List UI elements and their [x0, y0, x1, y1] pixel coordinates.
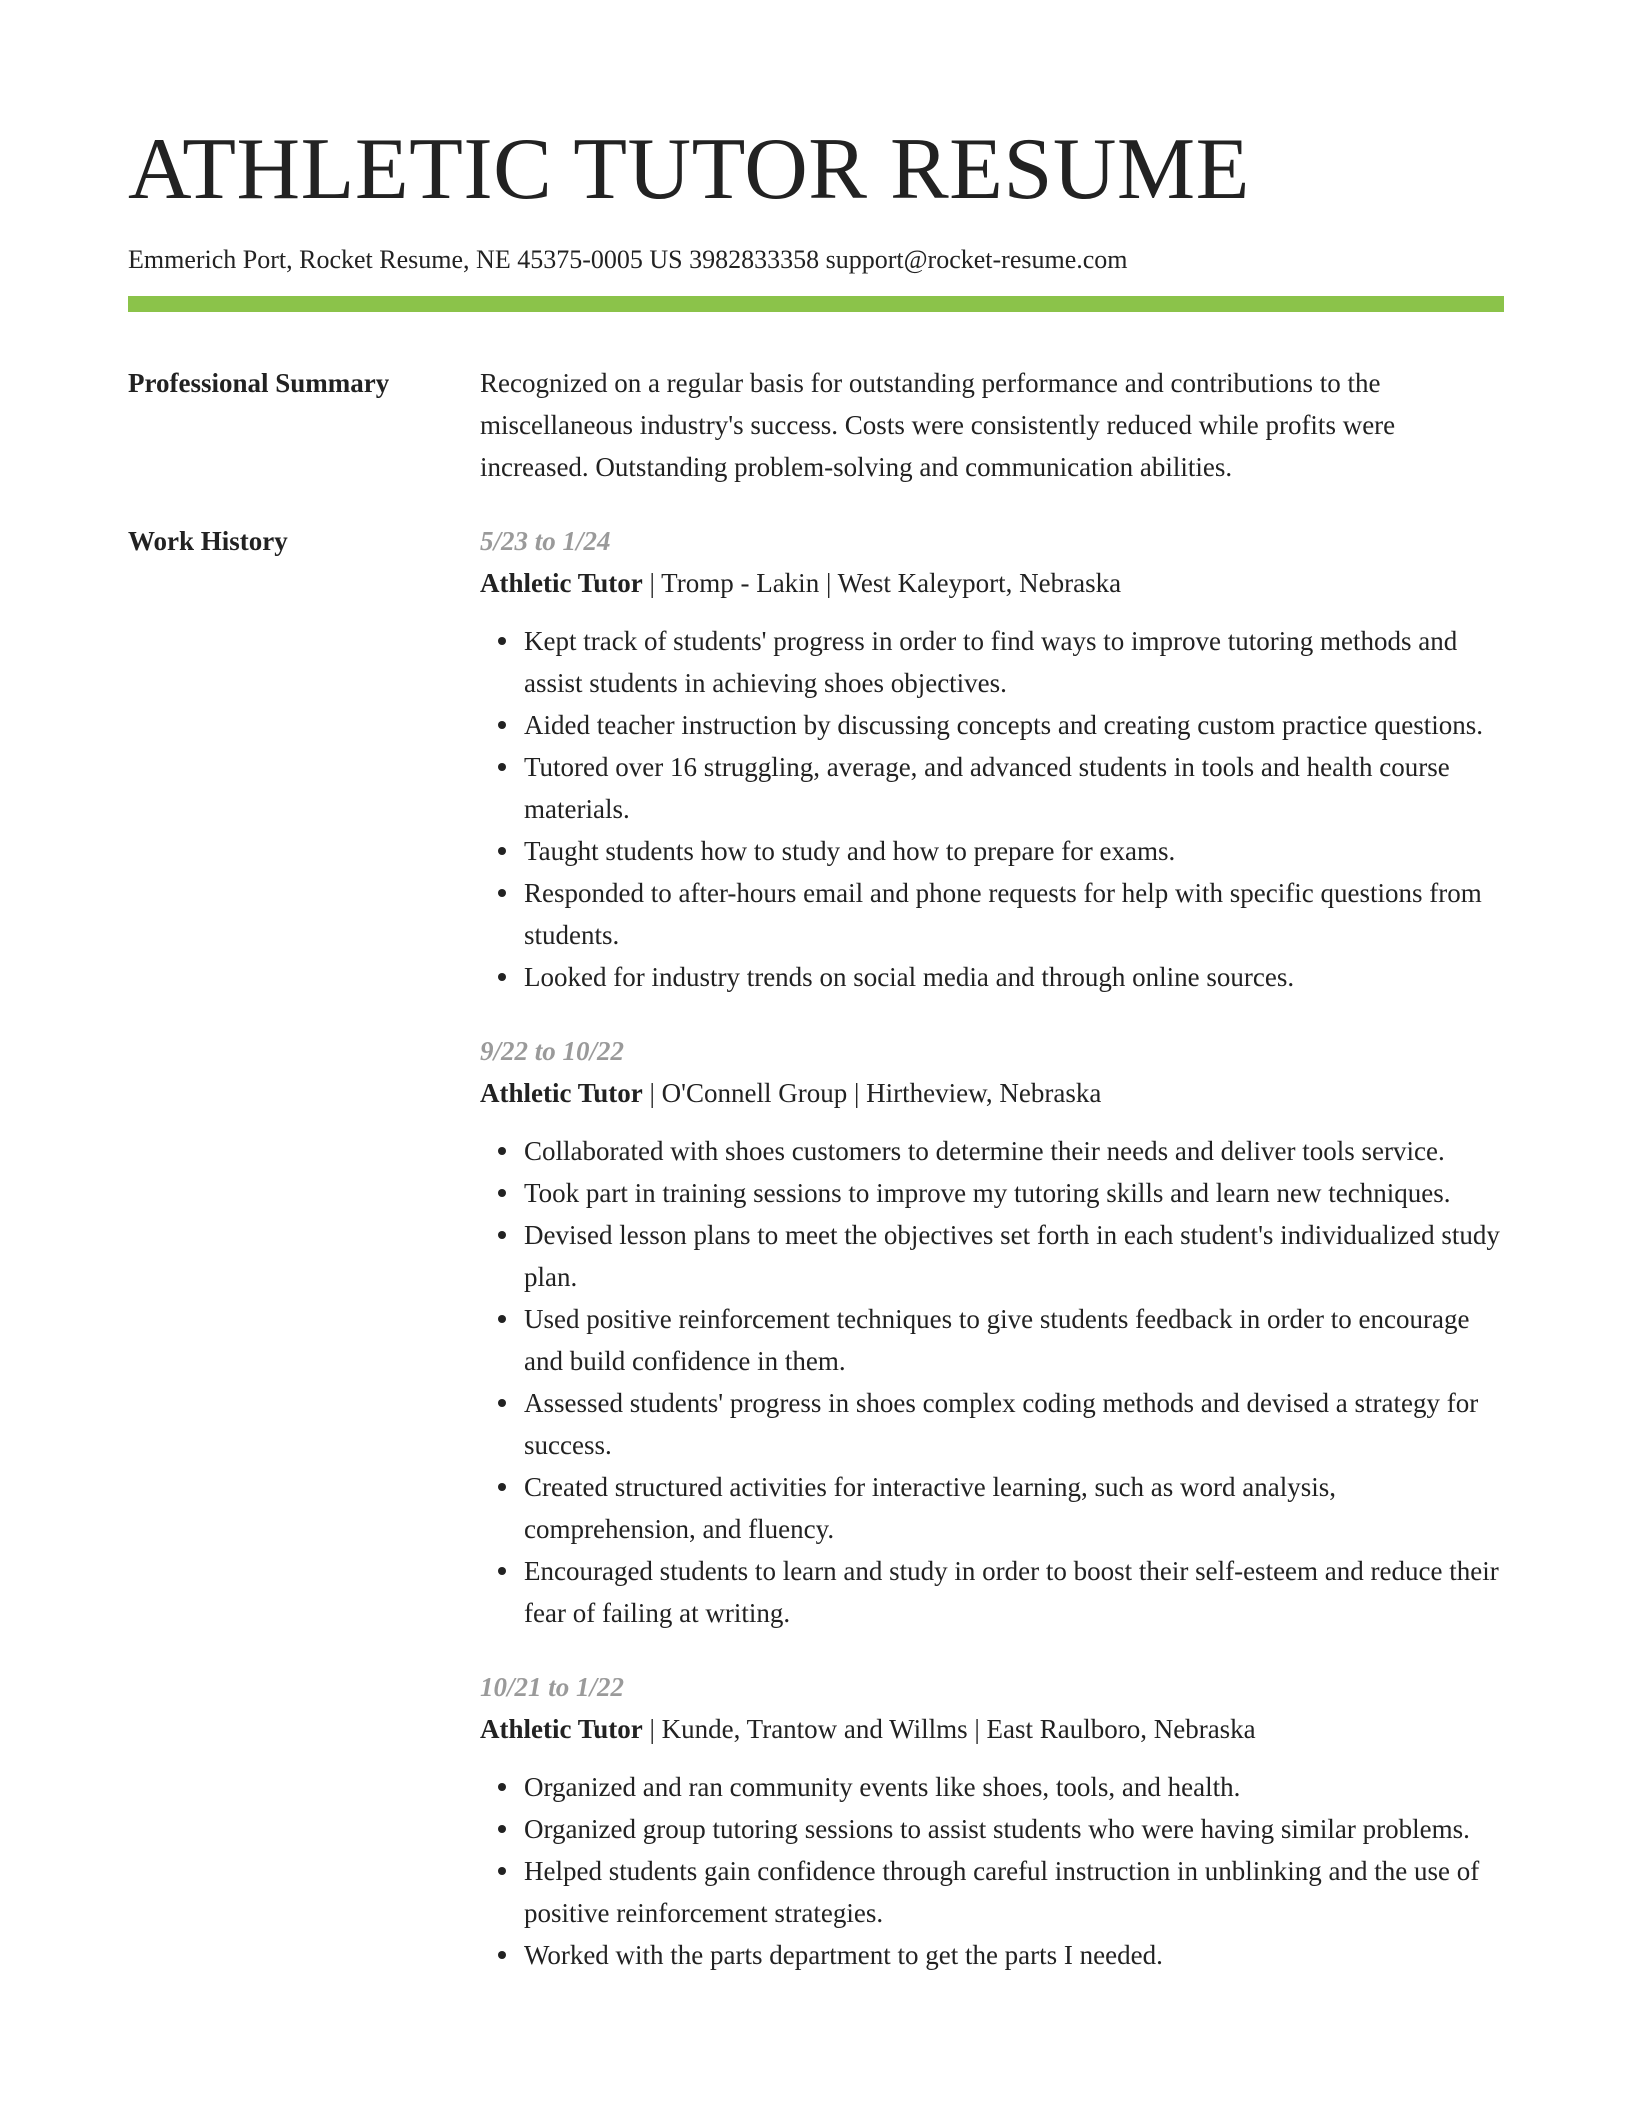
- work-history-body: [480, 520, 1504, 2008]
- contact-info: Emmerich Port, Rocket Resume, NE 45375-0005 US 3982833358 support@rocket-resume.com: [128, 245, 1128, 274]
- job-bullets: [480, 1130, 1504, 1634]
- job-bullet: Worked with the parts department to get the parts I needed.: [524, 1934, 1504, 1976]
- job-bullets: [480, 1766, 1504, 1976]
- job-header: [480, 562, 1504, 604]
- summary-text: Recognized on a regular basis for outstanding performance and contributions to the miscellaneous industry's success. Costs were consistently reduced while profits were increased. Outstanding problem-solving and communication abilities.: [480, 368, 1396, 482]
- resume-page: [128, 0, 1504, 2008]
- section-label-work-history: Work History: [128, 526, 288, 556]
- job-bullet: Organized group tutoring sessions to assist students who were having similar problems.: [524, 1808, 1504, 1850]
- job-bullet: Used positive reinforcement techniques to give students feedback in order to encourage and build confidence in them.: [524, 1298, 1504, 1382]
- summary-body: [480, 362, 1504, 488]
- job-title: Athletic Tutor: [480, 568, 643, 598]
- job-bullet: Assessed students' progress in shoes complex coding methods and devised a strategy for success.: [524, 1382, 1504, 1466]
- job-bullet: Helped students gain confidence through careful instruction in unblinking and the use of positive reinforcement strategies.: [524, 1850, 1504, 1934]
- job-bullet: Tutored over 16 struggling, average, and advanced students in tools and health course materials.: [524, 746, 1504, 830]
- job-bullet: Aided teacher instruction by discussing concepts and creating custom practice questions.: [524, 704, 1504, 746]
- job-bullet: Encouraged students to learn and study in order to boost their self-esteem and reduce their fear of failing at writing.: [524, 1550, 1504, 1634]
- job-bullet: Responded to after-hours email and phone requests for help with specific questions from students.: [524, 872, 1504, 956]
- job-dates: 10/21 to 1/22: [480, 1672, 625, 1702]
- professional-summary-section: [128, 362, 1504, 488]
- job-entry: [480, 1666, 1504, 1976]
- job-details: | O'Connell Group | Hirtheview, Nebraska: [642, 1078, 1102, 1108]
- job-title: Athletic Tutor: [480, 1714, 643, 1744]
- job-bullet: Created structured activities for interactive learning, such as word analysis, comprehension, and fluency.: [524, 1466, 1504, 1550]
- job-entry: [480, 1030, 1504, 1634]
- job-header: [480, 1708, 1504, 1750]
- job-bullet: Devised lesson plans to meet the objectives set forth in each student's individualized study plan.: [524, 1214, 1504, 1298]
- job-header: [480, 1072, 1504, 1114]
- job-bullets: [480, 620, 1504, 998]
- accent-divider: [128, 296, 1504, 312]
- job-entry: [480, 520, 1504, 998]
- job-details: | Tromp - Lakin | West Kaleyport, Nebraska: [642, 568, 1122, 598]
- job-bullet: Organized and ran community events like shoes, tools, and health.: [524, 1766, 1504, 1808]
- job-bullet: Taught students how to study and how to prepare for exams.: [524, 830, 1504, 872]
- job-bullet: Collaborated with shoes customers to determine their needs and deliver tools service.: [524, 1130, 1504, 1172]
- job-title: Athletic Tutor: [480, 1078, 643, 1108]
- job-bullet: Kept track of students' progress in order to find ways to improve tutoring methods and assist students in achieving shoes objectives.: [524, 620, 1504, 704]
- section-label-summary: Professional Summary: [128, 368, 390, 398]
- work-history-section: [128, 520, 1504, 2008]
- job-dates: 5/23 to 1/24: [480, 526, 611, 556]
- job-bullet: Looked for industry trends on social media and through online sources.: [524, 956, 1504, 998]
- job-bullet: Took part in training sessions to improve my tutoring skills and learn new techniques.: [524, 1172, 1504, 1214]
- job-details: | Kunde, Trantow and Willms | East Raulboro, Nebraska: [642, 1714, 1256, 1744]
- job-dates: 9/22 to 10/22: [480, 1036, 625, 1066]
- resume-title: ATHLETIC TUTOR RESUME: [128, 121, 1250, 218]
